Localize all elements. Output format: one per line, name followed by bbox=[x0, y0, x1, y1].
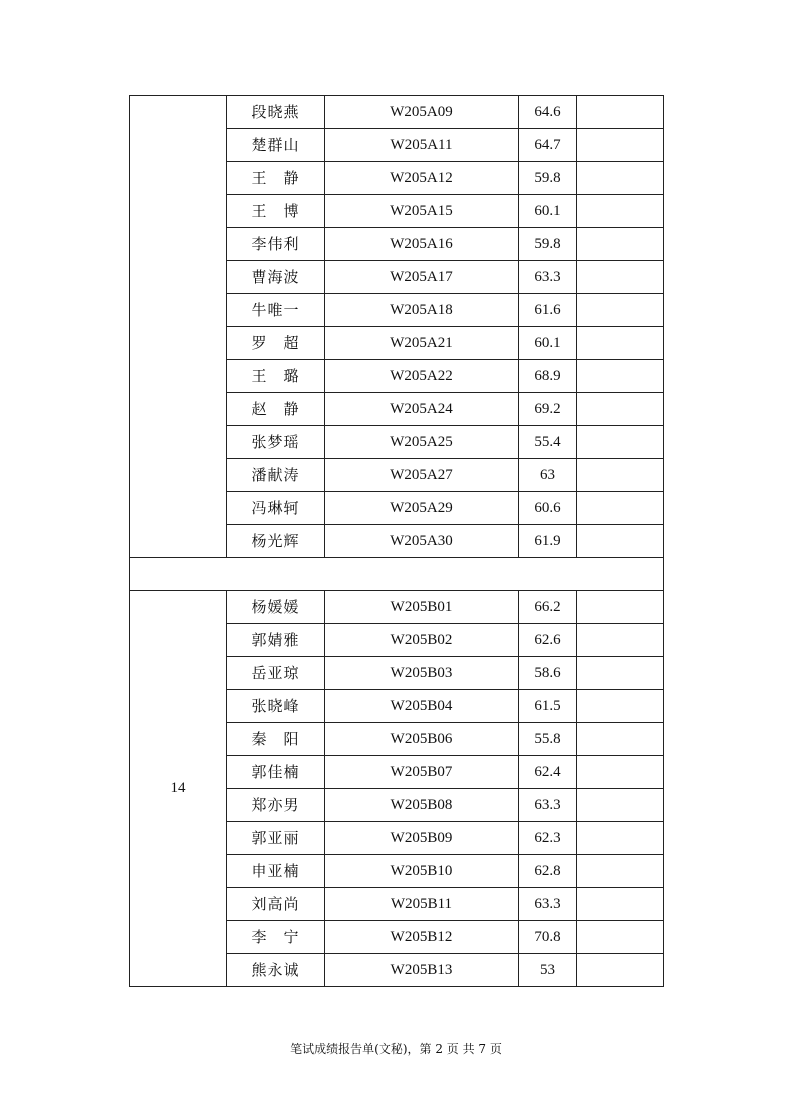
name-cell: 张晓峰 bbox=[227, 690, 325, 723]
exam-number-cell: W205A24 bbox=[325, 393, 519, 426]
name-cell: 冯琳轲 bbox=[227, 492, 325, 525]
table-row bbox=[130, 96, 664, 129]
score-cell: 63 bbox=[519, 459, 577, 492]
exam-number-cell: W205A30 bbox=[325, 525, 519, 558]
remark-cell bbox=[577, 129, 664, 162]
name-cell: 王 璐 bbox=[227, 360, 325, 393]
name-cell: 罗 超 bbox=[227, 327, 325, 360]
score-cell: 55.4 bbox=[519, 426, 577, 459]
remark-cell bbox=[577, 96, 664, 129]
score-cell: 60.1 bbox=[519, 327, 577, 360]
score-cell: 61.6 bbox=[519, 294, 577, 327]
name-cell: 潘献涛 bbox=[227, 459, 325, 492]
exam-number-cell: W205B09 bbox=[325, 822, 519, 855]
name-cell: 刘高尚 bbox=[227, 888, 325, 921]
remark-cell bbox=[577, 393, 664, 426]
exam-number-cell: W205A25 bbox=[325, 426, 519, 459]
score-cell: 62.8 bbox=[519, 855, 577, 888]
exam-number-cell: W205A22 bbox=[325, 360, 519, 393]
exam-number-cell: W205A21 bbox=[325, 327, 519, 360]
group-number-cell: 14 bbox=[130, 591, 227, 987]
remark-cell bbox=[577, 855, 664, 888]
remark-cell bbox=[577, 426, 664, 459]
score-cell: 62.4 bbox=[519, 756, 577, 789]
score-cell: 68.9 bbox=[519, 360, 577, 393]
name-cell: 郭婧雅 bbox=[227, 624, 325, 657]
score-cell: 61.9 bbox=[519, 525, 577, 558]
score-cell: 64.6 bbox=[519, 96, 577, 129]
remark-cell bbox=[577, 294, 664, 327]
name-cell: 郭亚丽 bbox=[227, 822, 325, 855]
score-cell: 59.8 bbox=[519, 162, 577, 195]
score-cell: 59.8 bbox=[519, 228, 577, 261]
name-cell: 李 宁 bbox=[227, 921, 325, 954]
score-cell: 60.6 bbox=[519, 492, 577, 525]
score-cell: 66.2 bbox=[519, 591, 577, 624]
exam-number-cell: W205B13 bbox=[325, 954, 519, 987]
exam-number-cell: W205B04 bbox=[325, 690, 519, 723]
score-cell: 70.8 bbox=[519, 921, 577, 954]
name-cell: 秦 阳 bbox=[227, 723, 325, 756]
table-row bbox=[130, 591, 664, 624]
remark-cell bbox=[577, 195, 664, 228]
name-cell: 李伟利 bbox=[227, 228, 325, 261]
remark-cell bbox=[577, 690, 664, 723]
exam-number-cell: W205A29 bbox=[325, 492, 519, 525]
remark-cell bbox=[577, 591, 664, 624]
name-cell: 郑亦男 bbox=[227, 789, 325, 822]
exam-number-cell: W205B11 bbox=[325, 888, 519, 921]
score-cell: 63.3 bbox=[519, 789, 577, 822]
score-cell: 63.3 bbox=[519, 888, 577, 921]
remark-cell bbox=[577, 756, 664, 789]
exam-number-cell: W205B01 bbox=[325, 591, 519, 624]
exam-number-cell: W205B10 bbox=[325, 855, 519, 888]
name-cell: 张梦瑶 bbox=[227, 426, 325, 459]
name-cell: 赵 静 bbox=[227, 393, 325, 426]
table-section-a bbox=[130, 96, 664, 558]
score-cell: 69.2 bbox=[519, 393, 577, 426]
score-cell: 60.1 bbox=[519, 195, 577, 228]
score-cell: 62.3 bbox=[519, 822, 577, 855]
remark-cell bbox=[577, 162, 664, 195]
remark-cell bbox=[577, 360, 664, 393]
exam-number-cell: W205A15 bbox=[325, 195, 519, 228]
score-cell: 55.8 bbox=[519, 723, 577, 756]
remark-cell bbox=[577, 921, 664, 954]
remark-cell bbox=[577, 327, 664, 360]
exam-number-cell: W205B03 bbox=[325, 657, 519, 690]
page-footer: 笔试成绩报告单(文秘)，第 2 页 共 7 页 bbox=[290, 1042, 502, 1056]
remark-cell bbox=[577, 954, 664, 987]
separator-cell bbox=[130, 558, 664, 591]
name-cell: 申亚楠 bbox=[227, 855, 325, 888]
name-cell: 楚群山 bbox=[227, 129, 325, 162]
exam-number-cell: W205B07 bbox=[325, 756, 519, 789]
exam-number-cell: W205A18 bbox=[325, 294, 519, 327]
remark-cell bbox=[577, 723, 664, 756]
name-cell: 郭佳楠 bbox=[227, 756, 325, 789]
name-cell: 熊永诚 bbox=[227, 954, 325, 987]
group-number-cell bbox=[130, 96, 227, 558]
remark-cell bbox=[577, 492, 664, 525]
exam-number-cell: W205B02 bbox=[325, 624, 519, 657]
exam-number-cell: W205A17 bbox=[325, 261, 519, 294]
exam-number-cell: W205A09 bbox=[325, 96, 519, 129]
name-cell: 杨光辉 bbox=[227, 525, 325, 558]
score-cell: 61.5 bbox=[519, 690, 577, 723]
exam-number-cell: W205B06 bbox=[325, 723, 519, 756]
separator-row bbox=[130, 558, 664, 591]
exam-number-cell: W205B12 bbox=[325, 921, 519, 954]
remark-cell bbox=[577, 657, 664, 690]
remark-cell bbox=[577, 228, 664, 261]
exam-number-cell: W205A27 bbox=[325, 459, 519, 492]
remark-cell bbox=[577, 261, 664, 294]
name-cell: 牛唯一 bbox=[227, 294, 325, 327]
remark-cell bbox=[577, 525, 664, 558]
exam-number-cell: W205B08 bbox=[325, 789, 519, 822]
name-cell: 杨媛媛 bbox=[227, 591, 325, 624]
score-cell: 58.6 bbox=[519, 657, 577, 690]
score-table bbox=[129, 95, 664, 987]
name-cell: 王 静 bbox=[227, 162, 325, 195]
score-cell: 62.6 bbox=[519, 624, 577, 657]
remark-cell bbox=[577, 822, 664, 855]
remark-cell bbox=[577, 789, 664, 822]
remark-cell bbox=[577, 888, 664, 921]
exam-number-cell: W205A16 bbox=[325, 228, 519, 261]
name-cell: 曹海波 bbox=[227, 261, 325, 294]
score-cell: 53 bbox=[519, 954, 577, 987]
exam-number-cell: W205A12 bbox=[325, 162, 519, 195]
exam-number-cell: W205A11 bbox=[325, 129, 519, 162]
name-cell: 段晓燕 bbox=[227, 96, 325, 129]
score-cell: 64.7 bbox=[519, 129, 577, 162]
score-cell: 63.3 bbox=[519, 261, 577, 294]
table-section-b bbox=[130, 591, 664, 987]
remark-cell bbox=[577, 624, 664, 657]
name-cell: 王 博 bbox=[227, 195, 325, 228]
table-separator-section bbox=[130, 558, 664, 591]
remark-cell bbox=[577, 459, 664, 492]
name-cell: 岳亚琼 bbox=[227, 657, 325, 690]
